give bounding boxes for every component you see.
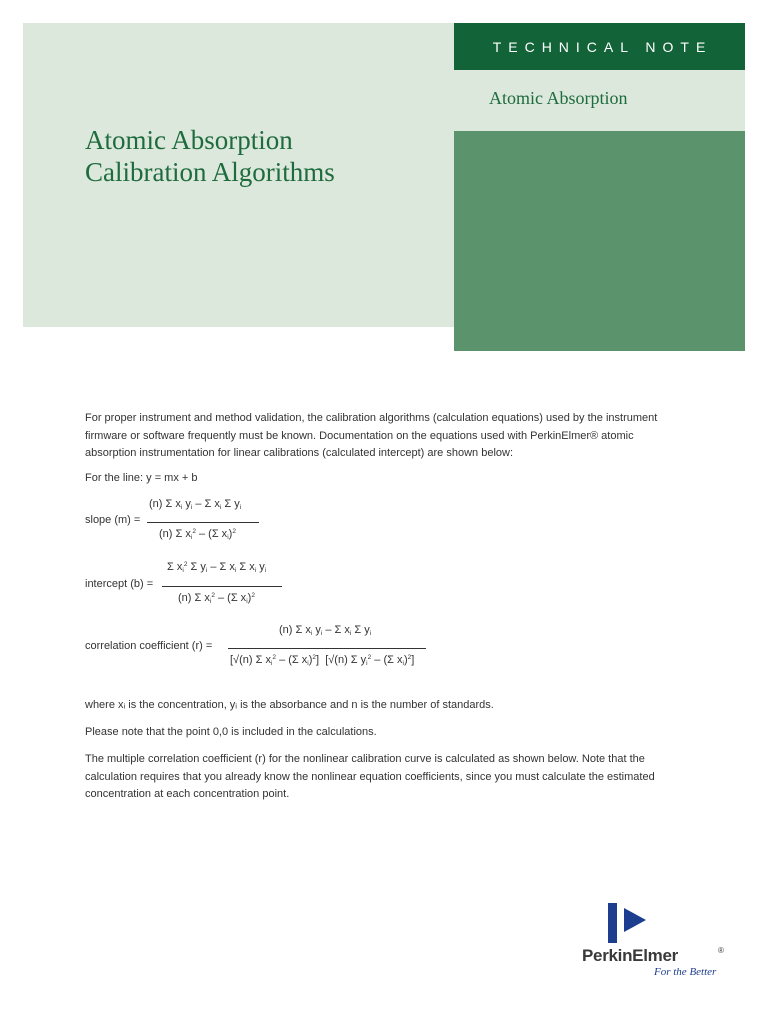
correlation-label: correlation coefficient (r) =: [85, 640, 213, 652]
page-title: [85, 124, 425, 188]
intercept-fraction-bar: [162, 586, 282, 587]
correlation-fraction-bar: [228, 648, 426, 649]
logo-wordmark: PerkinElmer: [582, 946, 678, 965]
intercept-label: intercept (b) =: [85, 578, 154, 590]
technical-note-band: [454, 23, 745, 70]
correlation-numerator: (n) Σ $x_i$ $y_i$ – Σ $x_i$ Σ $y_i$: [279, 624, 372, 637]
intercept-numerator: Σ $x_i^2$ Σ $y_i$ – Σ $x_i$ Σ $x_i$ $y_i$: [167, 561, 267, 574]
title-line-1: Atomic Absorption: [85, 125, 293, 155]
slope-label: slope (m) =: [85, 514, 141, 526]
technical-note-label: TECHNICAL NOTE: [492, 38, 713, 55]
perkinelmer-logo-mark-icon: [606, 902, 666, 946]
slope-denominator: (n) Σ $x_i^2 - (\Sigma$ $x_i)^2$: [159, 528, 236, 541]
logo-registered: ®: [718, 946, 724, 955]
intercept-denominator: (n) Σ $x_i^2 - (\Sigma$ $x_i)^2$: [178, 592, 255, 605]
where-paragraph: where xᵢ is the concentration, yᵢ is the absorbance and n is the number of standards.: [85, 699, 494, 711]
decorative-green-block: [454, 131, 745, 351]
slope-fraction-bar: [147, 522, 259, 523]
correlation-denominator: [√(n) Σ $x_i^2 - (\Sigma$ $x_i)^2$] [√(n) Σ $y_i^2 - (\Sigma$ $x_i)^2$]: [230, 654, 415, 667]
perkinelmer-logo: [578, 902, 728, 982]
note-paragraph: Please note that the point 0,0 is included in the calculations.: [85, 726, 377, 738]
category-label: Atomic Absorption: [489, 88, 628, 108]
line-equation: For the line: y = mx + b: [85, 472, 198, 484]
title-line-2: Calibration Algorithms: [85, 157, 335, 187]
slope-numerator: (n) Σ $x_i$ $y_i$ – Σ $x_i$ Σ $y_i$: [149, 498, 242, 511]
intro-paragraph: For proper instrument and method validation, the calibration algorithms (calculation equations) used by the instrument firmware or software frequently must be known. Documentation on the equations used with PerkinElmer® atomic absorption instrumentation for linear calibrations (calculated intercept) are shown below:: [85, 412, 658, 459]
multiple-correlation-paragraph: The multiple correlation coefficient (r) for the nonlinear calibration curve is calculated as shown below. Note that the calculation requires that you already know the nonlinear equation coefficients, since you must calculate the estimated concentration at each concentration point.: [85, 753, 655, 800]
logo-tagline: For the Better: [654, 966, 717, 978]
